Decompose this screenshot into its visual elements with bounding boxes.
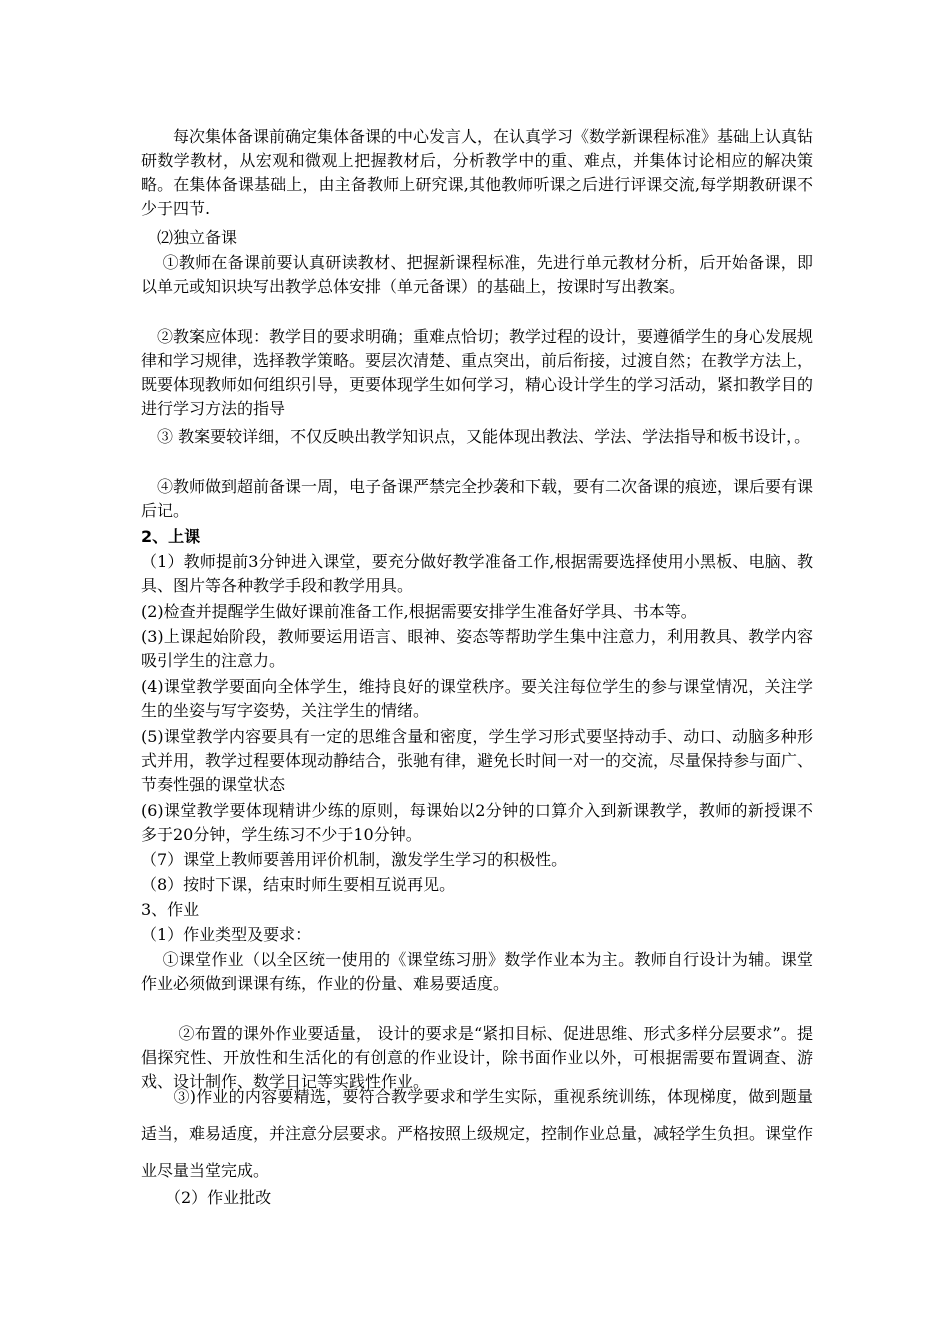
paragraph-homework-1: ①课堂作业（以全区统一使用的《课堂练习册》数学作业本为主。教师自行设计为辅。课堂作业必须做到课课有练，作业的份量、难易要适度。 <box>141 950 813 993</box>
paragraph-item-3: ③ 教案要较详细，不仅反映出教学知识点，又能体现出教法、学法、学法指导和板书设计，。 <box>141 427 811 446</box>
paragraph-class-1: （1）教师提前3分钟进入课堂，要充分做好教学准备工作,根据需要选择使用小黑板、电脑、教具、图片等各种教学手段和教学用具。 <box>141 552 813 595</box>
paragraph-item-1: ①教师在备课前要认真研读教材、把握新课程标准，先进行单元教材分析，后开始备课，即以单元或知识块写出教学总体安排（单元备课）的基础上，按课时写出教案。 <box>141 253 813 296</box>
paragraph-homework-types: （1）作业类型及要求： <box>141 925 312 944</box>
paragraph-class-6: (6)课堂教学要体现精讲少练的原则，每课始以2分钟的口算介入到新课教学，教师的新授课不多于20分钟，学生练习不少于10分钟。 <box>141 801 813 844</box>
paragraph-collective-prep: 每次集体备课前确定集体备课的中心发言人，在认真学习《数学新课程标准》基础上认真钻研数学教材，从宏观和微观上把握教材后，分析教学中的重、难点，并集体讨论相应的解决策略。在集体备课基础上，由主备教师上研究课,其他教师听课之后进行评课交流,每学期教研课不少于四节. <box>141 127 814 218</box>
paragraph-class-5: (5)课堂教学内容要具有一定的思维含量和密度，学生学习形式要坚持动手、动口、动脑多种形式并用，教学过程要体现动静结合，张驰有律，避免长时间一对一的交流，尽量保持参与面广、节奏性强的课堂状态 <box>141 727 814 794</box>
paragraph-item-2: ②教案应体现：教学目的要求明确；重难点恰切；教学过程的设计，要遵循学生的身心发展规律和学习规律，选择教学策略。要层次清楚、重点突出，前后衔接，过渡自然；在教学方法上，既要体现教师如何组织引导，更要体现学生如何学习，精心设计学生的学习活动，紧扣教学目的进行学习方法的指导 <box>141 327 814 418</box>
section-heading-homework: 3、作业 <box>141 900 200 919</box>
paragraph-homework-grading: （2）作业批改 <box>141 1188 272 1207</box>
paragraph-class-3: (3)上课起始阶段，教师要运用语言、眼神、姿态等帮助学生集中注意力，利用教具、教学内容吸引学生的注意力。 <box>141 627 813 670</box>
paragraph-homework-2: ②布置的课外作业要适量， 设计的要求是“紧扣目标、促进思维、形式多样分层要求”。提倡探究性、开放性和生活化的有创意的作业设计，除书面作业以外，可根据需要布置调查、游戏、设计制作、数学日记等实践性作业。 <box>141 1024 813 1091</box>
paragraph-class-2: (2)检查并提醒学生做好课前准备工作,根据需要安排学生准备好学具、书本等。 <box>141 602 697 621</box>
paragraph-homework-3: ③)作业的内容要精选，要符合教学要求和学生实际，重视系统训练，体现梯度，做到题量适当，难易适度，并注意分层要求。严格按照上级规定，控制作业总量，减轻学生负担。课堂作业尽量当堂完成。 <box>141 1087 814 1180</box>
paragraph-independent-prep-heading: ⑵独立备课 <box>141 228 238 247</box>
paragraph-class-7: （7）课堂上教师要善用评价机制，激发学生学习的积极性。 <box>141 850 568 869</box>
section-heading-class: 2、上课 <box>141 527 201 546</box>
paragraph-item-4: ④教师做到超前备课一周，电子备课严禁完全抄袭和下载，要有二次备课的痕迹，课后要有课后记。 <box>141 477 814 520</box>
paragraph-class-4: (4)课堂教学要面向全体学生，维持良好的课堂秩序。要关注每位学生的参与课堂情况，关注学生的坐姿与写字姿势，关注学生的情绪。 <box>141 677 813 720</box>
paragraph-class-8: （8）按时下课，结束时师生要相互说再见。 <box>141 875 456 894</box>
